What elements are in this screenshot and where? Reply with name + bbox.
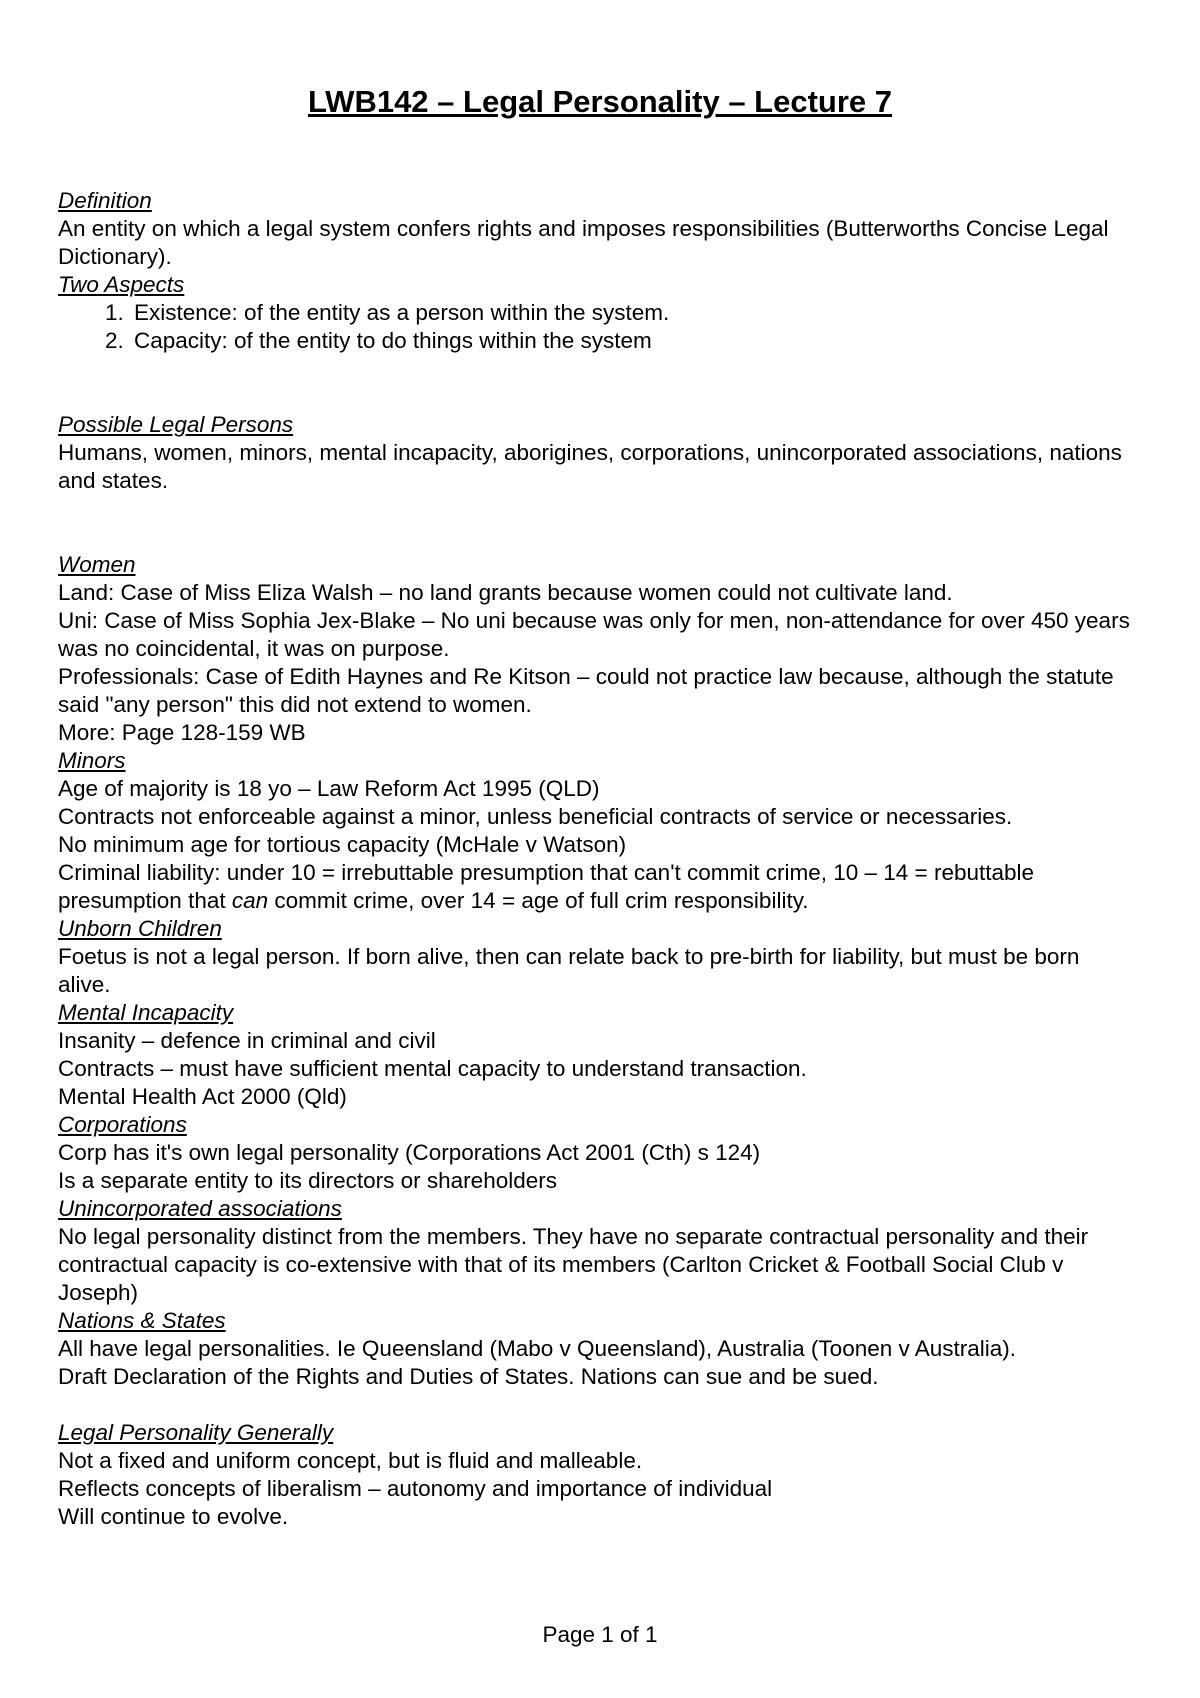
nations-states-line: Draft Declaration of the Rights and Duties of States. Nations can sue and be sued.	[58, 1364, 879, 1389]
two-aspects-list	[58, 299, 1138, 355]
women-line: Uni: Case of Miss Sophia Jex-Blake – No uni because was only for men, non-attendance for over 450 years was no coincidental, it was on purpose.	[58, 608, 1130, 661]
legal-personality-generally-heading: Legal Personality Generally	[58, 1420, 334, 1445]
legal-personality-generally-line: Will continue to evolve.	[58, 1504, 289, 1529]
women-heading: Women	[58, 552, 136, 577]
unincorporated-associations-heading: Unincorporated associations	[58, 1196, 342, 1221]
women-line: Land: Case of Miss Eliza Walsh – no land grants because women could not cultivate land.	[58, 580, 953, 605]
possible-legal-persons-text: Humans, women, minors, mental incapacity, aborigines, corporations, unincorporated associations, nations and states.	[58, 440, 1122, 493]
definition-heading: Definition	[58, 188, 152, 213]
minors-line: Contracts not enforceable against a minor, unless beneficial contracts of service or necessaries.	[58, 804, 1013, 829]
women-line: More: Page 128-159 WB	[58, 720, 306, 745]
possible-legal-persons-heading: Possible Legal Persons	[58, 412, 294, 437]
document-body	[58, 187, 1138, 1531]
criminal-liability-emphasis: can	[231, 888, 269, 913]
list-item: 1. Existence: of the entity as a person within the system.	[130, 299, 1138, 327]
mental-incapacity-line: Insanity – defence in criminal and civil	[58, 1028, 436, 1053]
legal-personality-generally-line: Reflects concepts of liberalism – autonomy and importance of individual	[58, 1476, 773, 1501]
minors-line: Age of majority is 18 yo – Law Reform Act 1995 (QLD)	[58, 776, 600, 801]
definition-text: An entity on which a legal system confers rights and imposes responsibilities (Butterworths Concise Legal Dictionary).	[58, 216, 1109, 269]
criminal-liability-line	[58, 859, 1138, 915]
document-title: LWB142 – Legal Personality – Lecture 7	[307, 84, 893, 119]
criminal-liability-after: commit crime, over 14 = age of full crim responsibility.	[268, 888, 809, 913]
unborn-children-text: Foetus is not a legal person. If born alive, then can relate back to pre-birth for liability, but must be born alive.	[58, 944, 1080, 997]
list-item: 2. Capacity: of the entity to do things within the system	[130, 327, 1138, 355]
corporations-line: Corp has it's own legal personality (Corporations Act 2001 (Cth) s 124)	[58, 1140, 761, 1165]
page-number: Page 1 of 1	[542, 1622, 658, 1647]
minors-heading: Minors	[58, 748, 126, 773]
unincorporated-associations-text: No legal personality distinct from the members. They have no separate contractual personality and their contractual capacity is co-extensive with that of its members (Carlton Cricket & Football Social Club v Joseph)	[58, 1224, 1089, 1305]
corporations-heading: Corporations	[58, 1112, 187, 1137]
nations-states-heading: Nations & States	[58, 1308, 226, 1333]
legal-personality-generally-line: Not a fixed and uniform concept, but is fluid and malleable.	[58, 1448, 643, 1473]
corporations-line: Is a separate entity to its directors or shareholders	[58, 1168, 557, 1193]
minors-line: No minimum age for tortious capacity (McHale v Watson)	[58, 832, 627, 857]
unborn-children-heading: Unborn Children	[58, 916, 222, 941]
mental-incapacity-line: Contracts – must have sufficient mental capacity to understand transaction.	[58, 1056, 807, 1081]
criminal-liability-before: Criminal liability: under 10 = irrebuttable presumption that can't commit crime, 10 – 14 = rebuttable presumption that	[58, 860, 1035, 913]
women-line: Professionals: Case of Edith Haynes and Re Kitson – could not practice law because, although the statute said "any person" this did not extend to women.	[58, 664, 1114, 717]
two-aspects-heading: Two Aspects	[58, 272, 185, 297]
mental-incapacity-line: Mental Health Act 2000 (Qld)	[58, 1084, 347, 1109]
mental-incapacity-heading: Mental Incapacity	[58, 1000, 234, 1025]
nations-states-line: All have legal personalities. Ie Queensland (Mabo v Queensland), Australia (Toonen v Australia).	[58, 1336, 1017, 1361]
